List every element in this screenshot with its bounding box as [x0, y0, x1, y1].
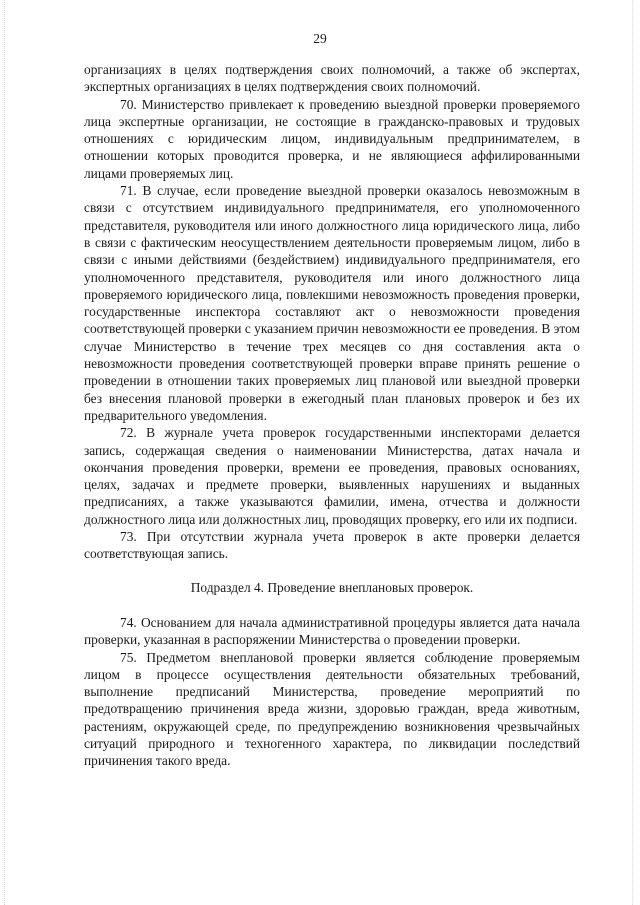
paragraph-74: 74. Основанием для начала административной процедуры является дата начала проверки, указанная в распоряжении Министерства о проведении проверки.	[84, 614, 580, 648]
paragraph-72: 72. В журнале учета проверок государственными инспекторами делается запись, содержащая сведения о наименовании Министерства, датах начала и окончания проведения проверки, времени ее проведения, правовых основаниях, целях, задачах и предмете проверки, выявленных нарушениях и выданных предписаниях, а также указываются фамилии, имена, отчества и должности должностного лица или должностных лиц, проводящих проверку, его или их подписи.	[84, 425, 580, 527]
paragraph-73: 73. При отсутствии журнала учета проверок в акте проверки делается соответствующая запись.	[84, 529, 580, 562]
document-body	[84, 61, 580, 770]
paragraph-71: 71. В случае, если проведение выездной проверки оказалось невозможным в связи с отсутствием индивидуального предпринимателя, его уполномоченного представителя, руководителя или иного должностного лица юридического лица, либо в связи с фактическим неосуществлением деятельности проверяемым лицом, либо в связи с иными действиями (бездействием) индивидуального предпринимателя, его уполномоченного представителя, руководителя или иного должностного лица проверяемого юридического лица, повлекшими невозможность проведения проверки, государственные инспектора составляют акт о невозможности проведения соответствующей проверки с указанием причин невозможности ее проведения. В этом случае Министерство в течение трех месяцев со дня составления акта о невозможности проведения соответствующей проверки вправе принять решение о проведении в отношении таких проверяемых лиц плановой или выездной проверки без внесения плановой проверки в ежегодный план плановых проверок и без их предварительного уведомления.	[84, 183, 580, 423]
page-number: 29	[313, 31, 327, 46]
scan-edge-left	[4, 0, 6, 905]
subsection-heading: Подраздел 4. Проведение внеплановых проверок.	[190, 579, 474, 595]
paragraph-75: 75. Предметом внеплановой проверки является соблюдение проверяемым лицом в процессе осуществления деятельности обязательных требований, выполнение предписаний Министерства, проведение мероприятий по предотвращению причинения вреда жизни, здоровью граждан, вреда животным, растениям, окружающей среде, по предупреждению возникновения чрезвычайных ситуаций природного и техногенного характера, по ликвидации последствий причинения такого вреда.	[84, 649, 580, 769]
paragraph-70: 70. Министерство привлекает к проведению выездной проверки проверяемого лица экспертные организации, не состоящие в гражданско-правовых и трудовых отношениях с юридическим лицом, индивидуальным предпринимателем, в отношении которых проводится проверка, и не являющиеся аффилированными лицами проверяемых лиц.	[84, 96, 580, 181]
paragraph-continuation: организациях в целях подтверждения своих полномочий, а также об экспертах, экспертных организациях в целях подтверждения своих полномочий.	[84, 62, 580, 95]
scan-edge-right	[632, 0, 634, 905]
